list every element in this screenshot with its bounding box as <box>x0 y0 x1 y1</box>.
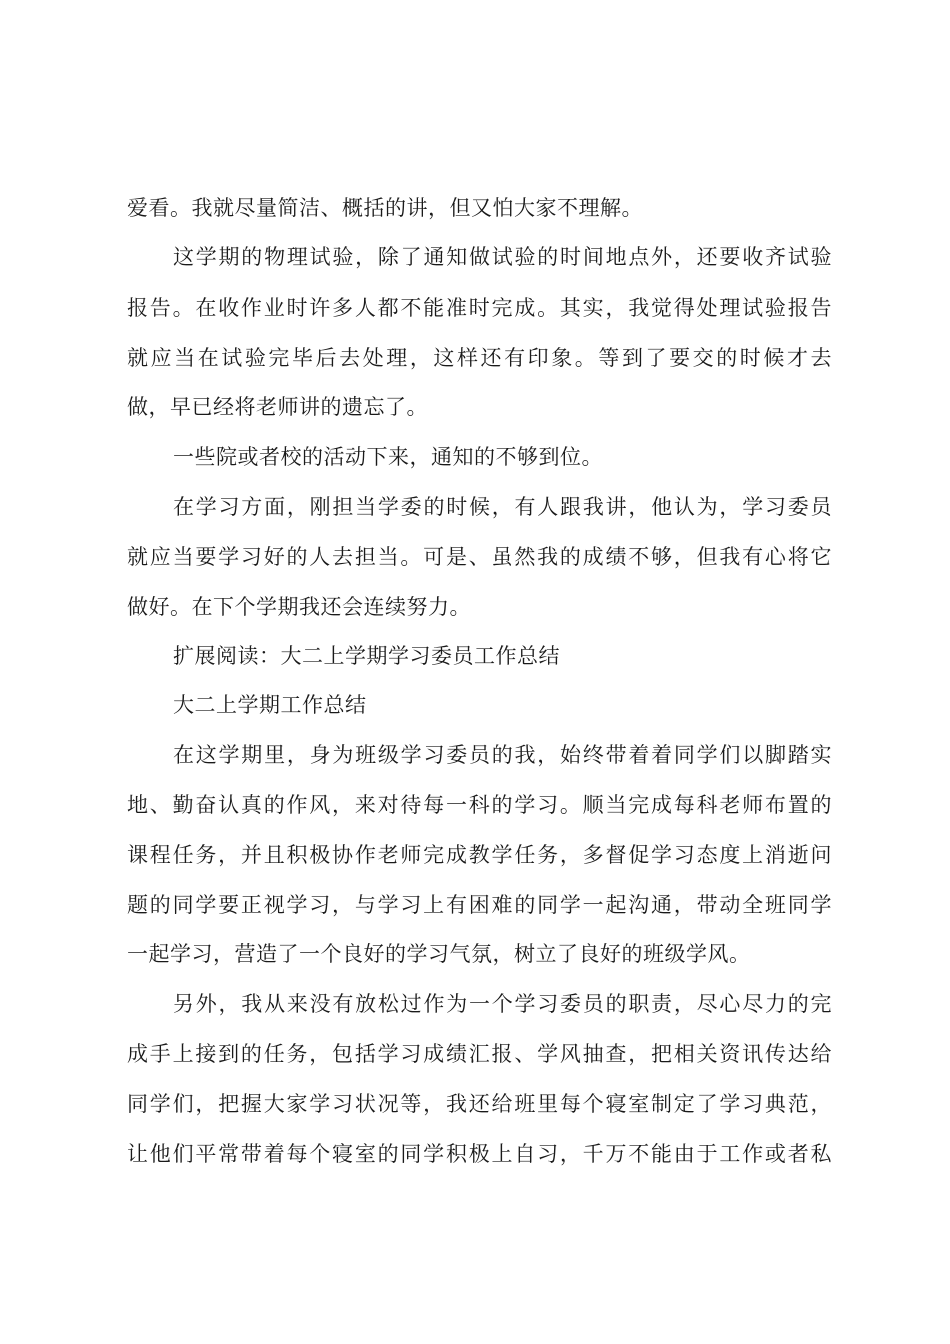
paragraph-line: 爱看。我就尽量简洁、概括的讲，但又怕大家不理解。 <box>127 196 643 220</box>
paragraph-line: 课程任务，并且积极协作老师完成教学任务，多督促学习态度上消逝问 <box>127 843 832 867</box>
paragraph-line: 一些院或者校的活动下来，通知的不够到位。 <box>173 445 603 469</box>
paragraph-line: 在这学期里，身为班级学习委员的我，始终带着着同学们以脚踏实 <box>173 743 832 767</box>
paragraph-line: 这学期的物理试验，除了通知做试验的时间地点外，还要收齐试验 <box>173 245 832 269</box>
section-title: 大二上学期工作总结 <box>173 693 367 717</box>
paragraph-line: 就应当在试验完毕后去处理，这样还有印象。等到了要交的时候才去 <box>127 346 832 370</box>
paragraph-line: 就应当要学习好的人去担当。可是、虽然我的成绩不够，但我有心将它 <box>127 545 832 569</box>
paragraph-line: 做好。在下个学期我还会连续努力。 <box>127 595 471 619</box>
paragraph-line: 做，早已经将老师讲的遗忘了。 <box>127 395 428 419</box>
paragraph-line: 一起学习，营造了一个良好的学习气氛，树立了良好的班级学风。 <box>127 942 751 966</box>
section-heading-extended-reading: 扩展阅读：大二上学期学习委员工作总结 <box>173 644 560 668</box>
paragraph-line: 成手上接到的任务，包括学习成绩汇报、学风抽查，把相关资讯传达给 <box>127 1042 832 1066</box>
paragraph-line: 同学们，把握大家学习状况等，我还给班里每个寝室制定了学习典范， <box>127 1092 832 1116</box>
paragraph-line: 让他们平常带着每个寝室的同学积极上自习，千万不能由于工作或者私 <box>127 1142 832 1166</box>
paragraph-line: 地、勤奋认真的作风，来对待每一科的学习。顺当完成每科老师布置的 <box>127 793 832 817</box>
paragraph-line: 在学习方面，刚担当学委的时候，有人跟我讲，他认为，学习委员 <box>173 495 832 519</box>
paragraph-line: 报告。在收作业时许多人都不能准时完成。其实，我觉得处理试验报告 <box>127 296 832 320</box>
paragraph-line: 题的同学要正视学习，与学习上有困难的同学一起沟通，带动全班同学 <box>127 893 832 917</box>
paragraph-line: 另外，我从来没有放松过作为一个学习委员的职责，尽心尽力的完 <box>173 992 832 1016</box>
